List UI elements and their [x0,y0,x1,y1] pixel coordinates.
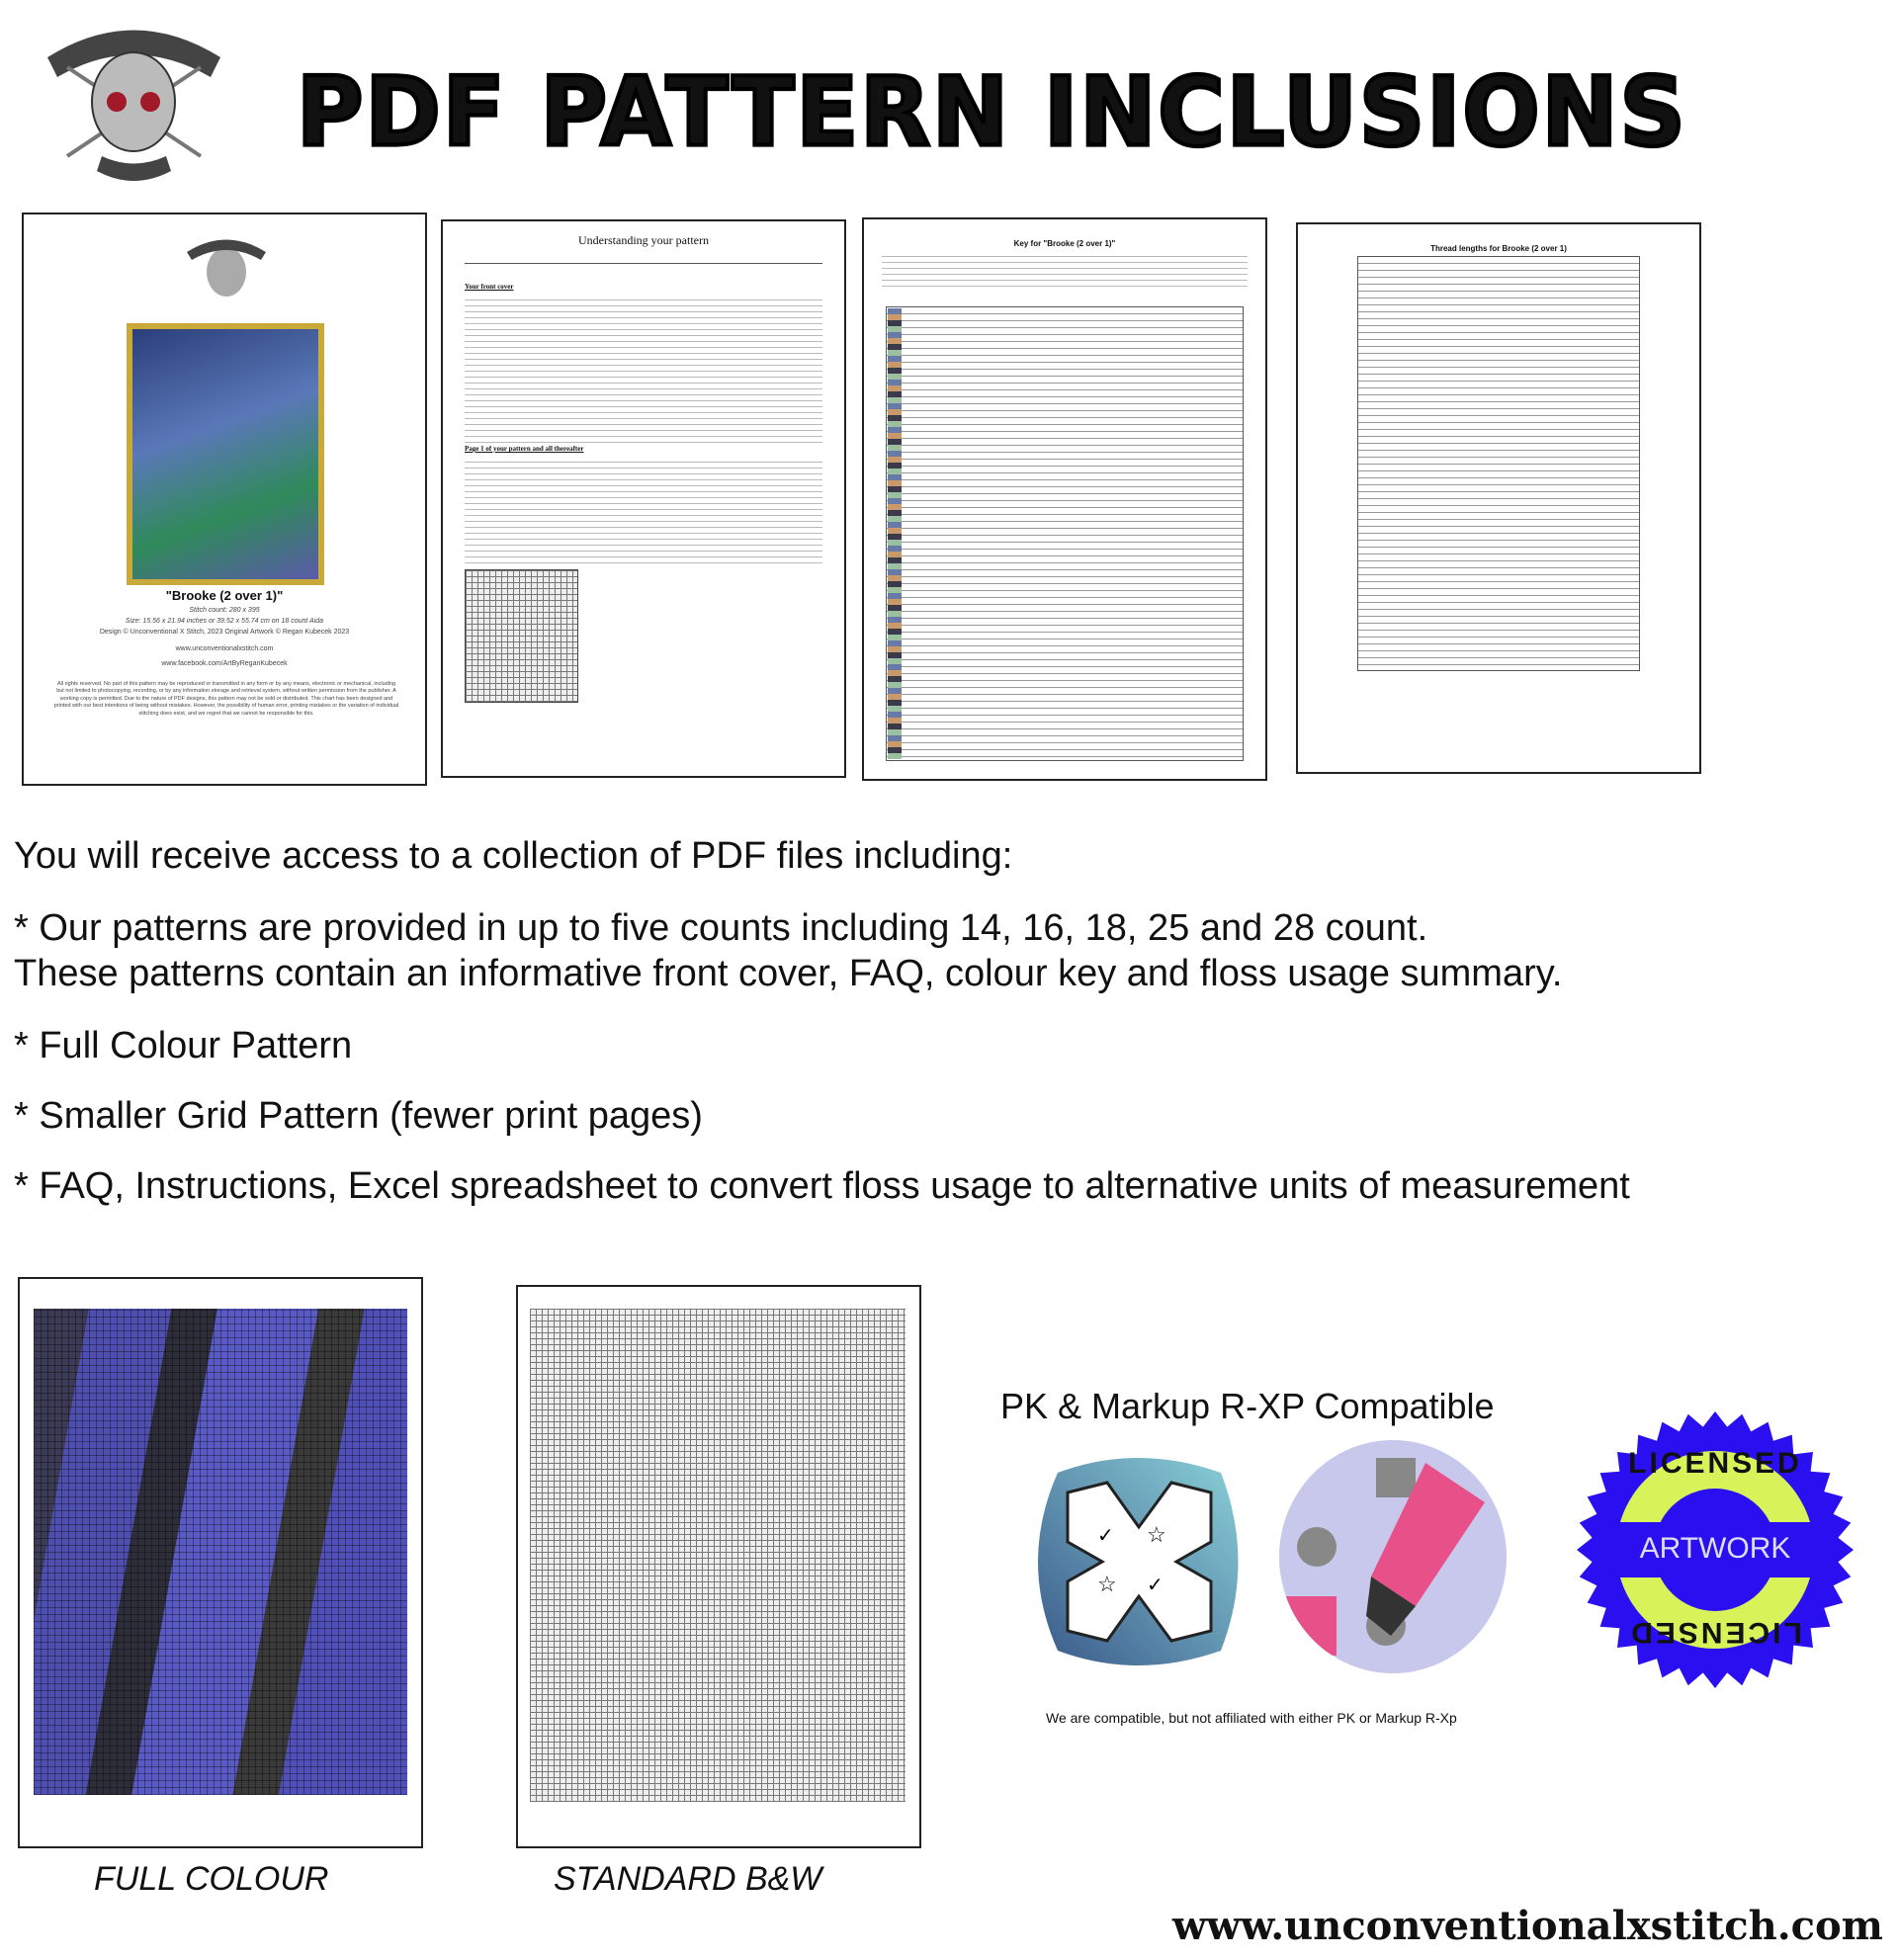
colour-key-page-thumbnail [862,217,1267,781]
grid-example [465,569,578,703]
facebook: www.facebook.com/ArtByReganKubecek [161,660,288,667]
threads-title: Thread lengths for Brooke (2 over 1) [1430,244,1567,253]
footer-url[interactable]: www.unconventionalxstitch.com [1171,1903,1883,1949]
disclaimer: All rights reserved. No part of this pattern may be reproduced or transmitted in any form or by any means, electronic or mechanical, including but not limited to photocopying, recording, or by any information storage and retrieval system, without written permission from the publisher. A working copy is permitted. Due to the nature of PDF designs, this pattern may not be sold or distributed. This chart has been designed and printed with our best intentions of being without mistakes. However, the possibility of human error, printing mistakes or the variation of individual stitching does exist, and we regret that we cannot be responsible for this. [53,681,399,717]
bullet: These patterns contain an informative front cover, FAQ, colour key and floss usage summary. [14,953,1563,994]
svg-text:✓: ✓ [1147,1575,1164,1596]
svg-text:✓: ✓ [1097,1525,1114,1547]
page-title: PDF PATTERN INCLUSIONS [297,56,1687,168]
markup-app-icon [1277,1438,1510,1675]
badge-center: ARTWORK [1639,1532,1791,1565]
cover-page-thumbnail [22,213,427,786]
licensed-artwork-badge [1577,1411,1854,1688]
svg-text:☆: ☆ [1147,1522,1166,1547]
copyright: Design © Unconventional X Stitch, 2023 Original Artwork © Regan Kubecek 2023 [99,629,350,636]
intro-text: You will receive access to a collection of PDF files including: [14,835,1013,877]
size: Size: 15.56 x 21.94 inches or 39.52 x 55.74 cm on 18 count Aida [125,618,324,625]
key-title: Key for "Brooke (2 over 1)" [1013,239,1116,248]
compat-title: PK & Markup R-XP Compatible [1000,1386,1495,1426]
cover-title: "Brooke (2 over 1)" [165,588,284,603]
faq-page-thumbnail [441,219,846,778]
cover-artwork [127,323,324,585]
full-colour-sample [18,1277,423,1848]
stitch-count: Stitch count: 280 x 395 [189,607,260,614]
faq-title: Understanding your pattern [578,233,709,247]
skull-logo-small [182,232,271,311]
colour-key-table [886,306,1244,761]
compat-note: We are compatible, but not affiliated with either PK or Markup R-Xp [1046,1710,1457,1726]
bullet: * Smaller Grid Pattern (fewer print pages) [14,1095,703,1137]
pk-app-icon [1028,1453,1251,1670]
thread-lengths-table [1357,256,1640,671]
faq-section: Your front cover [465,283,514,291]
skull-logo [38,8,230,191]
bullet: * Full Colour Pattern [14,1025,353,1066]
website: www.unconventionalxstitch.com [175,645,274,652]
badge-top: LICENSED [1628,1447,1802,1480]
svg-text:☆: ☆ [1097,1572,1117,1596]
thread-lengths-page-thumbnail [1296,222,1701,774]
badge-bottom: LICENSED [1628,1616,1802,1649]
bullet: * FAQ, Instructions, Excel spreadsheet to convert floss usage to alternative units of measurement [14,1165,1630,1207]
bw-sample [516,1285,921,1848]
caption-bw: STANDARD B&W [554,1860,822,1898]
faq-section: Page 1 of your pattern and all thereafter [465,445,584,453]
caption-full-colour: FULL COLOUR [94,1860,329,1898]
bullet: * Our patterns are provided in up to five counts including 14, 16, 18, 25 and 28 count. [14,907,1428,949]
